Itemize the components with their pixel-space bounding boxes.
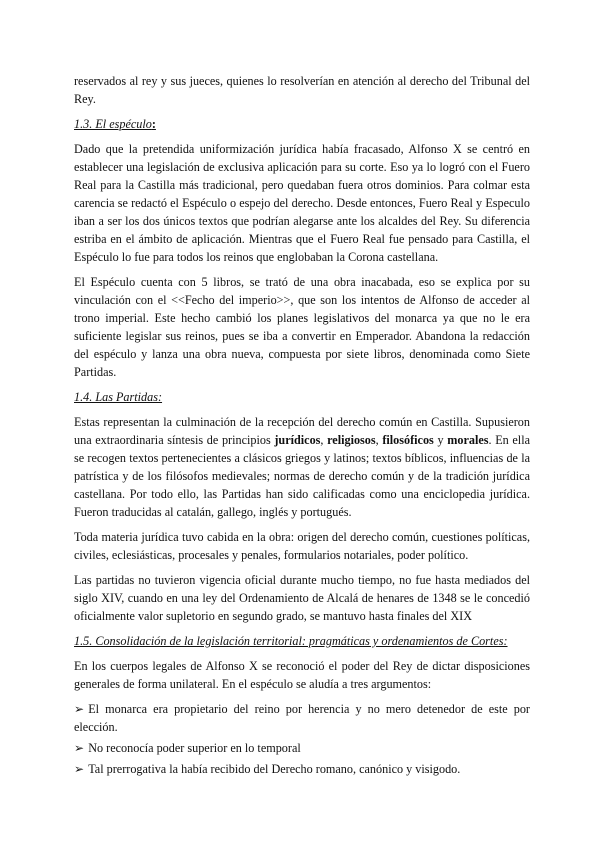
arrow-bullet-icon: ➢ — [74, 702, 85, 716]
partidas-text-after: . En ella se recogen textos pertenecientes a clásicos griegos y latinos; textos bíblicos, influencias de la patrística y de los filósofos medievales; normas de derecho común y de la tradición jurídica castellana. Por todo ello, las Partidas han sido calificadas como una enciclopedia jurídica. Fueron traducidas al catalán, gallego, inglés y portugués. — [74, 433, 530, 519]
arrow-bullet-icon: ➢ — [74, 741, 85, 755]
bullet-item — [74, 760, 530, 778]
bullet-text: Tal prerrogativa la había recibido del Derecho romano, canónico y visigodo. — [88, 762, 461, 776]
partidas-text-before: Estas representan la culminación de la recepción del derecho común en Castilla. Supusieron una extraordinaria síntesis de principios — [74, 415, 530, 447]
bullet-item — [74, 700, 530, 736]
bold-filosoficos: filosóficos — [382, 433, 434, 447]
separator-1: , — [320, 433, 328, 447]
section-heading-especulo-text: 1.3. El espéculo — [74, 117, 152, 131]
separator-2: , — [375, 433, 383, 447]
section-heading-colon: : — [151, 117, 156, 131]
intro-paragraph: reservados al rey y sus jueces, quienes lo resolverían en atención al derecho del Tribunal del Rey. — [74, 74, 530, 106]
bold-morales: morales — [447, 433, 489, 447]
partidas-paragraph-2: Toda materia jurídica tuvo cabida en la obra: origen del derecho común, cuestiones políticas, civiles, eclesiásticas, procesales y penales, formularios notariales, poder político. — [74, 530, 530, 562]
especulo-paragraph-2: El Espéculo cuenta con 5 libros, se trató de una obra inacabada, eso se explica por su vinculación con el <<Fecho del imperio>>, que son los intentos de Alfonso de acceder al trono imperial. Este hecho cambió los planes legislativos del monarca ya que no le era suficiente legislar sus reinos, pues se iba a convertir en Emperador. Abandona la redacción del espéculo y lanza una obra nueva, compuesta por siete libros, denominada como Siete Partidas. — [74, 275, 530, 379]
bold-juridicos: jurídicos — [274, 433, 321, 447]
consolidacion-paragraph-1: En los cuerpos legales de Alfonso X se reconoció el poder del Rey de dictar disposiciones generales de forma unilateral. En el espéculo se aludía a tres argumentos: — [74, 659, 530, 691]
partidas-paragraph-1 — [74, 413, 530, 521]
section-heading-partidas: 1.4. Las Partidas: — [74, 390, 163, 404]
bullet-text: No reconocía poder superior en lo temporal — [88, 741, 301, 755]
partidas-paragraph-3: Las partidas no tuvieron vigencia oficial durante mucho tiempo, no fue hasta mediados del siglo XIV, cuando en una ley del Ordenamiento de Alcalá de henares de 1348 se le concedió oficialmente valor supletorio en segundo grado, se mantuvo hasta finales del XIX — [74, 573, 530, 623]
arrow-bullet-icon: ➢ — [74, 762, 85, 776]
document-body — [74, 72, 530, 781]
bullet-item — [74, 739, 530, 757]
section-heading-consolidacion: 1.5. Consolidación de la legislación territorial: pragmáticas y ordenamientos de Cortes: — [74, 634, 508, 648]
bold-religiosos: religiosos — [327, 433, 376, 447]
especulo-paragraph-1: Dado que la pretendida uniformización jurídica había fracasado, Alfonso X se centró en establecer una legislación de exclusiva aplicación para su corte. Eso ya lo logró con el Fuero Real para la Castilla más tradicional, pero quedaban fuera otros dominios. Para colmar esta carencia se redactó el Espéculo o espejo del derecho. Desde entonces, Fuero Real y Especulo iban a ser los dos únicos textos que podrían alegarse ante los alcaldes del Rey. Su diferencia estriba en el ámbito de aplicación. Mientras que el Fuero Real fue pensado para Castilla, el Espéculo lo fue para todos los reinos que englobaban la Corona castellana. — [74, 142, 530, 264]
bullet-text: El monarca era propietario del reino por herencia y no mero detenedor de este por elección. — [74, 702, 530, 734]
section-heading-especulo — [74, 115, 530, 133]
separator-3: y — [433, 433, 448, 447]
